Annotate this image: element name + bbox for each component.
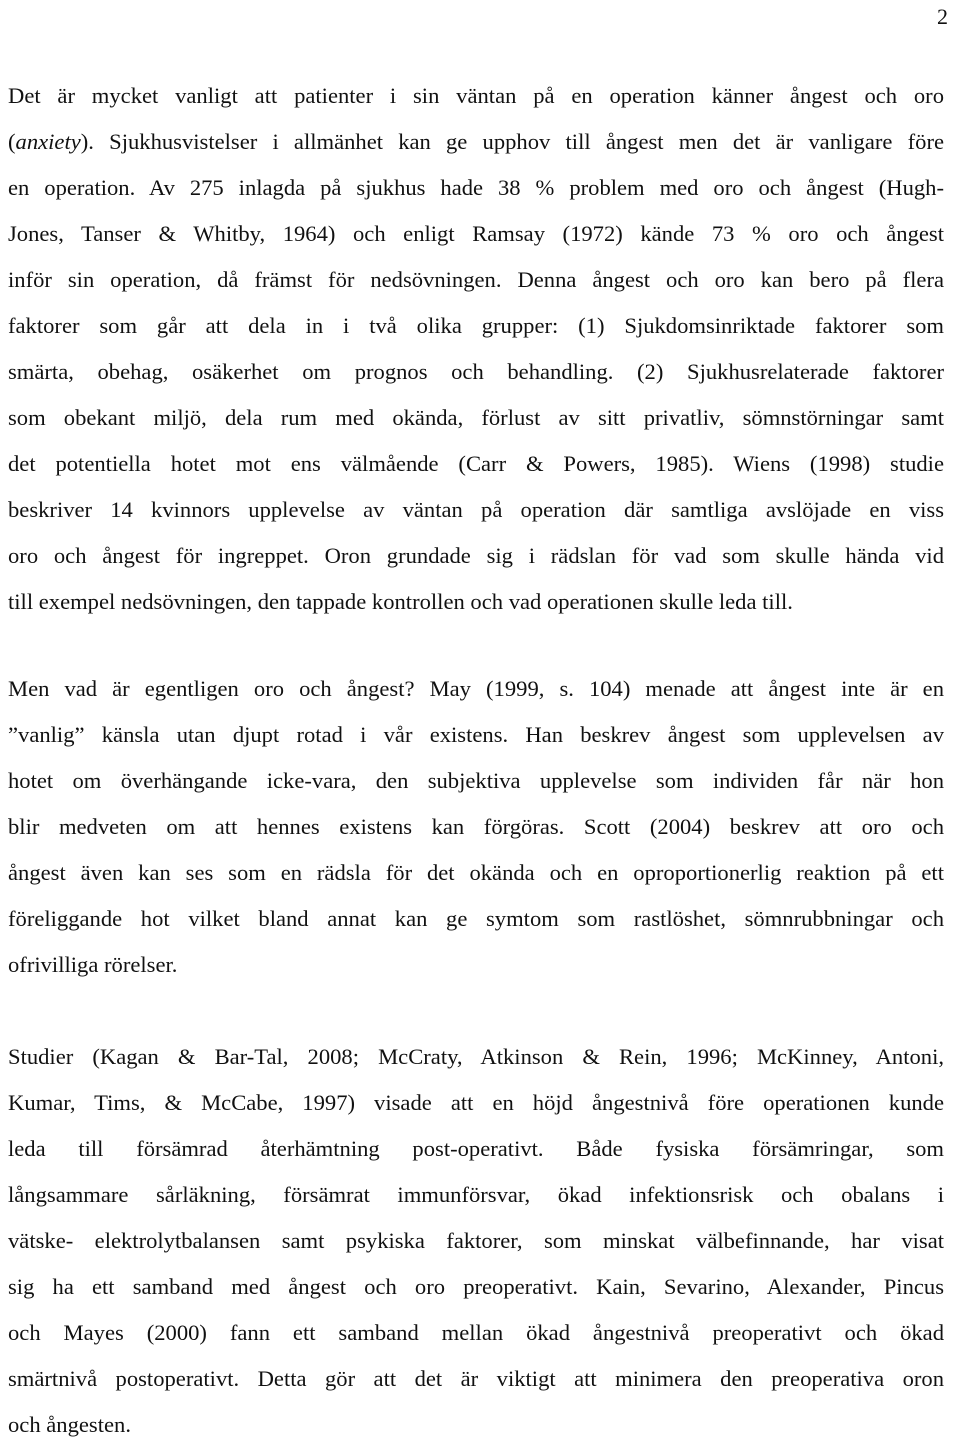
paragraph-preoperative-anxiety: [8, 73, 944, 625]
paragraph-line: vätske- elektrolytbalansen samt psykiska faktorer, som minskat välbefinnande, har visat: [8, 1228, 944, 1253]
paragraph-line: Studier (Kagan & Bar-Tal, 2008; McCraty, Atkinson & Rein, 1996; McKinney, Antoni,: [8, 1044, 944, 1069]
paragraph-line: ångest även kan ses som en rädsla för det okända och en oproportionerlig reaktion på ett: [8, 860, 944, 885]
paragraph-line: Kumar, Tims, & McCabe, 1997) visade att en höjd ångestnivå före operationen kunde: [8, 1090, 944, 1115]
paragraph-line: faktorer som går att dela in i två olika grupper: (1) Sjukdomsinriktade faktorer som: [8, 313, 944, 338]
paragraph-line: leda till försämrad återhämtning post-operativt. Både fysiska försämringar, som: [8, 1136, 944, 1161]
paragraph-line: hotet om överhängande icke-vara, den subjektiva upplevelse som individen får när hon: [8, 768, 944, 793]
paragraph-line: det potentiella hotet mot ens välmående (Carr & Powers, 1985). Wiens (1998) studie: [8, 451, 944, 476]
paragraph-line: långsammare sårläkning, försämrat immunförsvar, ökad infektionsrisk och obalans i: [8, 1182, 944, 1207]
paragraph-line: till exempel nedsövningen, den tappade kontrollen och vad operationen skulle leda till.: [8, 589, 793, 614]
italic-term-anxiety: anxiety: [15, 129, 81, 154]
paragraph-line: och Mayes (2000) fann ett samband mellan ökad ångestnivå preoperativt och ökad: [8, 1320, 944, 1345]
paragraph-line: Men vad är egentligen oro och ångest? May (1999, s. 104) menade att ångest inte är en: [8, 676, 944, 701]
paragraph-line: smärtnivå postoperativt. Detta gör att det är viktigt att minimera den preoperativa oron: [8, 1366, 944, 1391]
paragraph-line: oro och ångest för ingreppet. Oron grundade sig i rädslan för vad som skulle hända vid: [8, 543, 944, 568]
page-number: 2: [937, 4, 948, 29]
paragraph-line: [8, 119, 944, 165]
paragraph-line: som obekant miljö, dela rum med okända, förlust av sitt privatliv, sömnstörningar samt: [8, 405, 944, 430]
paragraph-line: en operation. Av 275 inlagda på sjukhus hade 38 % problem med oro och ångest (Hugh-: [8, 175, 944, 200]
paragraph-line: Det är mycket vanligt att patienter i sin väntan på en operation känner ångest och oro: [8, 83, 944, 108]
paragraph-line: sig ha ett samband med ångest och oro preoperativt. Kain, Sevarino, Alexander, Pincus: [8, 1274, 944, 1299]
paragraph-definition-of-anxiety: [8, 666, 944, 988]
paragraph-line: beskriver 14 kvinnors upplevelse av väntan på operation där samtliga avslöjade en viss: [8, 497, 944, 522]
paragraph-studies: [8, 1034, 944, 1448]
open-parenthesis: (: [8, 129, 16, 154]
paragraph-line: ofrivilliga rörelser.: [8, 952, 178, 977]
paragraph-line: föreliggande hot vilket bland annat kan ge symtom som rastlöshet, sömnrubbningar och: [8, 906, 944, 931]
paragraph-line: och ångesten.: [8, 1412, 131, 1437]
paragraph-line: blir medveten om att hennes existens kan förgöras. Scott (2004) beskrev att oro och: [8, 814, 944, 839]
paragraph-line: ”vanlig” känsla utan djupt rotad i vår existens. Han beskrev ångest som upplevelsen av: [8, 722, 944, 747]
line-continuation: ). Sjukhusvistelser i allmänhet kan ge upphov till ångest men det är vanligare före: [80, 129, 944, 154]
paragraph-line: inför sin operation, då främst för nedsövningen. Denna ångest och oro kan bero på flera: [8, 267, 944, 292]
paragraph-line: smärta, obehag, osäkerhet om prognos och behandling. (2) Sjukhusrelaterade faktorer: [8, 359, 944, 384]
paragraph-line: Jones, Tanser & Whitby, 1964) och enligt Ramsay (1972) kände 73 % oro och ångest: [8, 221, 944, 246]
